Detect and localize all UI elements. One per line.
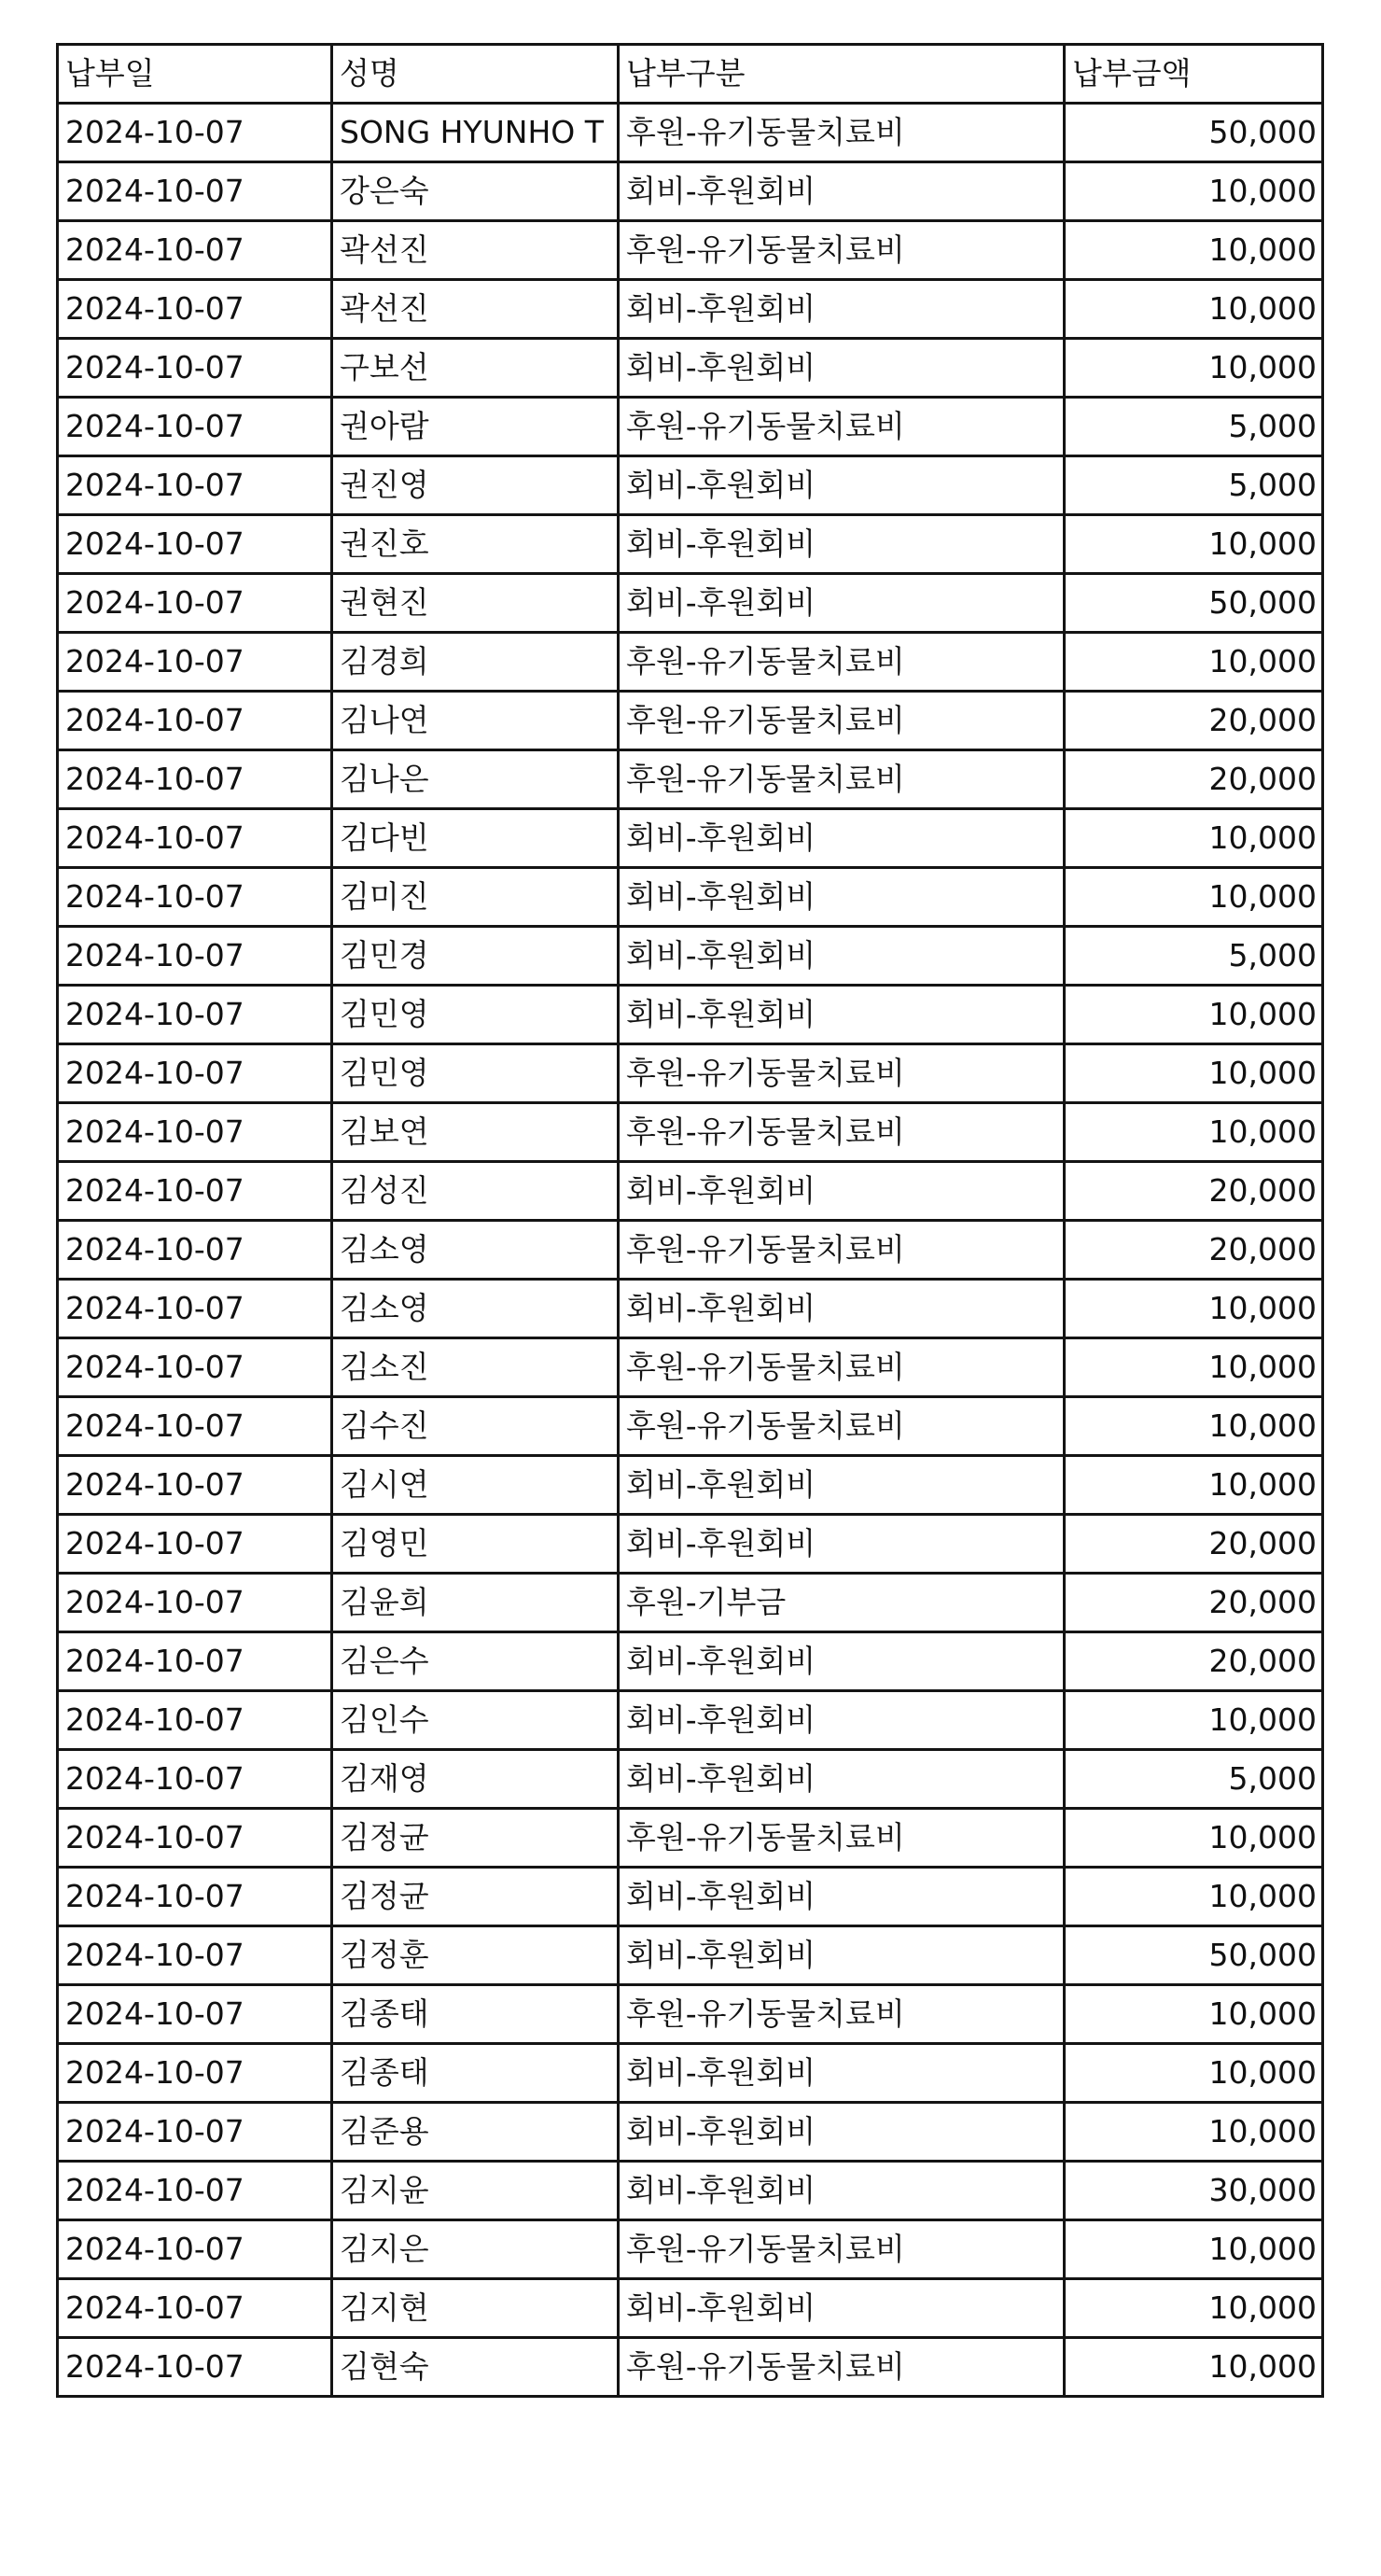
cell-amount: 5,000 xyxy=(1065,1750,1323,1809)
cell-amount: 10,000 xyxy=(1065,2338,1323,2397)
table-row xyxy=(58,1985,1323,2044)
cell-date: 2024-10-07 xyxy=(58,1221,332,1280)
cell-amount: 10,000 xyxy=(1065,515,1323,574)
cell-date: 2024-10-07 xyxy=(58,2279,332,2338)
cell-date: 2024-10-07 xyxy=(58,2044,332,2103)
table-row xyxy=(58,280,1323,339)
cell-type: 후원-유기동물치료비 xyxy=(619,1338,1065,1397)
cell-type: 회비-후원회비 xyxy=(619,2162,1065,2220)
cell-type: 후원-유기동물치료비 xyxy=(619,1044,1065,1103)
table-body xyxy=(58,104,1323,2397)
header-row xyxy=(58,45,1323,104)
cell-type: 회비-후원회비 xyxy=(619,927,1065,986)
cell-amount: 20,000 xyxy=(1065,1221,1323,1280)
header-amount: 납부금액 xyxy=(1065,45,1323,104)
cell-amount: 10,000 xyxy=(1065,1456,1323,1515)
cell-type: 회비-후원회비 xyxy=(619,515,1065,574)
table-row xyxy=(58,1044,1323,1103)
cell-type: 후원-기부금 xyxy=(619,1574,1065,1632)
cell-date: 2024-10-07 xyxy=(58,221,332,280)
cell-amount: 20,000 xyxy=(1065,1162,1323,1221)
cell-name: 김다빈 xyxy=(332,809,619,868)
cell-type: 후원-유기동물치료비 xyxy=(619,750,1065,809)
header-name: 성명 xyxy=(332,45,619,104)
cell-date: 2024-10-07 xyxy=(58,2338,332,2397)
cell-type: 회비-후원회비 xyxy=(619,339,1065,398)
cell-date: 2024-10-07 xyxy=(58,750,332,809)
cell-name: 김지은 xyxy=(332,2220,619,2279)
table-row xyxy=(58,2338,1323,2397)
header-date: 납부일 xyxy=(58,45,332,104)
cell-amount: 50,000 xyxy=(1065,104,1323,162)
cell-type: 후원-유기동물치료비 xyxy=(619,692,1065,750)
table-row xyxy=(58,1221,1323,1280)
cell-type: 회비-후원회비 xyxy=(619,1456,1065,1515)
table-row xyxy=(58,1691,1323,1750)
cell-type: 회비-후원회비 xyxy=(619,1515,1065,1574)
cell-date: 2024-10-07 xyxy=(58,1456,332,1515)
cell-date: 2024-10-07 xyxy=(58,1985,332,2044)
table-row xyxy=(58,1750,1323,1809)
cell-amount: 10,000 xyxy=(1065,809,1323,868)
table-row xyxy=(58,1338,1323,1397)
cell-amount: 20,000 xyxy=(1065,692,1323,750)
table-row xyxy=(58,1809,1323,1868)
table-row xyxy=(58,456,1323,515)
cell-type: 회비-후원회비 xyxy=(619,162,1065,221)
table-row xyxy=(58,104,1323,162)
cell-date: 2024-10-07 xyxy=(58,927,332,986)
table-row xyxy=(58,927,1323,986)
cell-date: 2024-10-07 xyxy=(58,574,332,633)
cell-amount: 10,000 xyxy=(1065,1809,1323,1868)
cell-name: 김민경 xyxy=(332,927,619,986)
cell-amount: 10,000 xyxy=(1065,2044,1323,2103)
cell-type: 후원-유기동물치료비 xyxy=(619,1221,1065,1280)
cell-type: 회비-후원회비 xyxy=(619,280,1065,339)
cell-amount: 10,000 xyxy=(1065,1868,1323,1926)
table-row xyxy=(58,2220,1323,2279)
cell-name: 김미진 xyxy=(332,868,619,927)
cell-type: 회비-후원회비 xyxy=(619,1162,1065,1221)
cell-name: 강은숙 xyxy=(332,162,619,221)
table-row xyxy=(58,1456,1323,1515)
cell-amount: 10,000 xyxy=(1065,633,1323,692)
cell-date: 2024-10-07 xyxy=(58,280,332,339)
table-row xyxy=(58,692,1323,750)
cell-name: 권진영 xyxy=(332,456,619,515)
cell-date: 2024-10-07 xyxy=(58,633,332,692)
table-row xyxy=(58,574,1323,633)
cell-name: 김정훈 xyxy=(332,1926,619,1985)
cell-name: 김영민 xyxy=(332,1515,619,1574)
cell-date: 2024-10-07 xyxy=(58,104,332,162)
cell-name: 김정균 xyxy=(332,1809,619,1868)
cell-date: 2024-10-07 xyxy=(58,1044,332,1103)
cell-name: 김정균 xyxy=(332,1868,619,1926)
cell-date: 2024-10-07 xyxy=(58,162,332,221)
cell-name: 김지윤 xyxy=(332,2162,619,2220)
table-row xyxy=(58,2044,1323,2103)
cell-type: 회비-후원회비 xyxy=(619,2103,1065,2162)
cell-amount: 10,000 xyxy=(1065,1691,1323,1750)
cell-amount: 20,000 xyxy=(1065,1632,1323,1691)
cell-type: 후원-유기동물치료비 xyxy=(619,1103,1065,1162)
cell-type: 후원-유기동물치료비 xyxy=(619,633,1065,692)
cell-type: 회비-후원회비 xyxy=(619,1632,1065,1691)
cell-name: 곽선진 xyxy=(332,221,619,280)
cell-name: 권현진 xyxy=(332,574,619,633)
table-row xyxy=(58,1162,1323,1221)
cell-amount: 10,000 xyxy=(1065,1338,1323,1397)
table-row xyxy=(58,339,1323,398)
cell-name: 김종태 xyxy=(332,2044,619,2103)
cell-name: 김시연 xyxy=(332,1456,619,1515)
cell-date: 2024-10-07 xyxy=(58,515,332,574)
header-type: 납부구분 xyxy=(619,45,1065,104)
cell-amount: 10,000 xyxy=(1065,1397,1323,1456)
table-row xyxy=(58,398,1323,456)
cell-amount: 5,000 xyxy=(1065,927,1323,986)
cell-amount: 50,000 xyxy=(1065,1926,1323,1985)
cell-amount: 10,000 xyxy=(1065,1044,1323,1103)
table-row xyxy=(58,1632,1323,1691)
cell-name: 김소영 xyxy=(332,1280,619,1338)
cell-date: 2024-10-07 xyxy=(58,1809,332,1868)
cell-date: 2024-10-07 xyxy=(58,1338,332,1397)
cell-amount: 20,000 xyxy=(1065,1574,1323,1632)
cell-type: 후원-유기동물치료비 xyxy=(619,221,1065,280)
cell-name: 권진호 xyxy=(332,515,619,574)
cell-date: 2024-10-07 xyxy=(58,1515,332,1574)
cell-date: 2024-10-07 xyxy=(58,1691,332,1750)
table-header xyxy=(58,45,1323,104)
cell-type: 회비-후원회비 xyxy=(619,1691,1065,1750)
cell-name: 김보연 xyxy=(332,1103,619,1162)
cell-type: 회비-후원회비 xyxy=(619,2044,1065,2103)
table-row xyxy=(58,515,1323,574)
cell-type: 후원-유기동물치료비 xyxy=(619,1809,1065,1868)
cell-name: 김수진 xyxy=(332,1397,619,1456)
cell-name: 권아람 xyxy=(332,398,619,456)
cell-type: 후원-유기동물치료비 xyxy=(619,2338,1065,2397)
cell-name: 김성진 xyxy=(332,1162,619,1221)
cell-name: 김지현 xyxy=(332,2279,619,2338)
cell-amount: 10,000 xyxy=(1065,1985,1323,2044)
cell-date: 2024-10-07 xyxy=(58,1632,332,1691)
cell-name: 김인수 xyxy=(332,1691,619,1750)
cell-date: 2024-10-07 xyxy=(58,398,332,456)
cell-name: SONG HYUNHO T xyxy=(332,104,619,162)
cell-name: 김민영 xyxy=(332,1044,619,1103)
cell-name: 김경희 xyxy=(332,633,619,692)
cell-amount: 50,000 xyxy=(1065,574,1323,633)
cell-date: 2024-10-07 xyxy=(58,456,332,515)
cell-date: 2024-10-07 xyxy=(58,2162,332,2220)
cell-type: 회비-후원회비 xyxy=(619,2279,1065,2338)
cell-type: 회비-후원회비 xyxy=(619,574,1065,633)
cell-amount: 20,000 xyxy=(1065,1515,1323,1574)
cell-name: 곽선진 xyxy=(332,280,619,339)
cell-type: 회비-후원회비 xyxy=(619,1750,1065,1809)
cell-amount: 10,000 xyxy=(1065,986,1323,1044)
cell-type: 회비-후원회비 xyxy=(619,456,1065,515)
cell-type: 회비-후원회비 xyxy=(619,1926,1065,1985)
cell-amount: 30,000 xyxy=(1065,2162,1323,2220)
table-row xyxy=(58,1574,1323,1632)
table-row xyxy=(58,221,1323,280)
cell-name: 김나은 xyxy=(332,750,619,809)
cell-amount: 10,000 xyxy=(1065,1103,1323,1162)
cell-date: 2024-10-07 xyxy=(58,868,332,927)
cell-name: 김재영 xyxy=(332,1750,619,1809)
cell-type: 후원-유기동물치료비 xyxy=(619,398,1065,456)
cell-amount: 5,000 xyxy=(1065,456,1323,515)
cell-date: 2024-10-07 xyxy=(58,1574,332,1632)
cell-date: 2024-10-07 xyxy=(58,2220,332,2279)
table-row xyxy=(58,2162,1323,2220)
table-row xyxy=(58,2279,1323,2338)
cell-name: 김준용 xyxy=(332,2103,619,2162)
cell-name: 구보선 xyxy=(332,339,619,398)
cell-amount: 10,000 xyxy=(1065,221,1323,280)
cell-date: 2024-10-07 xyxy=(58,1280,332,1338)
table-row xyxy=(58,1397,1323,1456)
table-row xyxy=(58,986,1323,1044)
cell-amount: 10,000 xyxy=(1065,2220,1323,2279)
table-row xyxy=(58,1280,1323,1338)
cell-amount: 10,000 xyxy=(1065,162,1323,221)
cell-amount: 10,000 xyxy=(1065,280,1323,339)
cell-type: 회비-후원회비 xyxy=(619,868,1065,927)
cell-type: 회비-후원회비 xyxy=(619,809,1065,868)
cell-date: 2024-10-07 xyxy=(58,1868,332,1926)
cell-name: 김현숙 xyxy=(332,2338,619,2397)
table-row xyxy=(58,809,1323,868)
table-row xyxy=(58,162,1323,221)
cell-amount: 10,000 xyxy=(1065,2103,1323,2162)
donation-table xyxy=(56,43,1324,2398)
table-row xyxy=(58,2103,1323,2162)
cell-type: 후원-유기동물치료비 xyxy=(619,1985,1065,2044)
cell-type: 회비-후원회비 xyxy=(619,986,1065,1044)
cell-type: 후원-유기동물치료비 xyxy=(619,1397,1065,1456)
cell-type: 후원-유기동물치료비 xyxy=(619,104,1065,162)
cell-date: 2024-10-07 xyxy=(58,2103,332,2162)
cell-date: 2024-10-07 xyxy=(58,339,332,398)
cell-amount: 5,000 xyxy=(1065,398,1323,456)
cell-name: 김은수 xyxy=(332,1632,619,1691)
cell-name: 김소영 xyxy=(332,1221,619,1280)
cell-type: 후원-유기동물치료비 xyxy=(619,2220,1065,2279)
table-row xyxy=(58,1103,1323,1162)
cell-name: 김종태 xyxy=(332,1985,619,2044)
cell-type: 회비-후원회비 xyxy=(619,1868,1065,1926)
cell-amount: 10,000 xyxy=(1065,2279,1323,2338)
table-row xyxy=(58,750,1323,809)
cell-date: 2024-10-07 xyxy=(58,1750,332,1809)
cell-date: 2024-10-07 xyxy=(58,1162,332,1221)
cell-date: 2024-10-07 xyxy=(58,809,332,868)
cell-name: 김나연 xyxy=(332,692,619,750)
cell-amount: 10,000 xyxy=(1065,339,1323,398)
table-row xyxy=(58,868,1323,927)
cell-date: 2024-10-07 xyxy=(58,1926,332,1985)
cell-amount: 10,000 xyxy=(1065,1280,1323,1338)
table-row xyxy=(58,1926,1323,1985)
cell-date: 2024-10-07 xyxy=(58,1103,332,1162)
cell-date: 2024-10-07 xyxy=(58,1397,332,1456)
cell-amount: 20,000 xyxy=(1065,750,1323,809)
cell-date: 2024-10-07 xyxy=(58,986,332,1044)
cell-date: 2024-10-07 xyxy=(58,692,332,750)
table-row xyxy=(58,1515,1323,1574)
cell-name: 김민영 xyxy=(332,986,619,1044)
table-row xyxy=(58,633,1323,692)
cell-name: 김소진 xyxy=(332,1338,619,1397)
cell-name: 김윤희 xyxy=(332,1574,619,1632)
cell-type: 회비-후원회비 xyxy=(619,1280,1065,1338)
cell-amount: 10,000 xyxy=(1065,868,1323,927)
table-row xyxy=(58,1868,1323,1926)
